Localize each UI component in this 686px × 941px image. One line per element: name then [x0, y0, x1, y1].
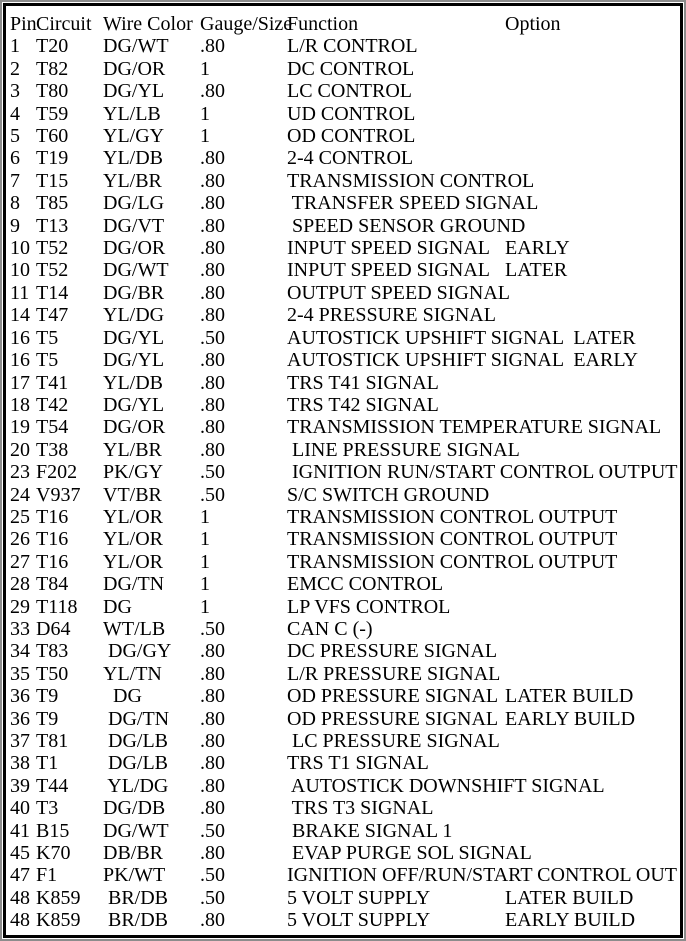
pin-cell: 48 — [10, 909, 30, 932]
function-cell: TRANSMISSION CONTROL — [287, 169, 535, 192]
wire-color-cell: PK/WT — [103, 864, 166, 887]
gauge-cell: .80 — [200, 909, 225, 932]
pin-cell: 27 — [10, 550, 30, 573]
option-cell — [505, 394, 645, 416]
function-cell: DC PRESSURE SIGNAL — [287, 640, 498, 663]
wire-color-cell: VT/BR — [103, 483, 162, 506]
gauge-cell: .80 — [200, 416, 225, 439]
wire-color-cell: DG/LB — [103, 752, 168, 775]
wire-color-cell: DG — [103, 685, 142, 708]
circuit-cell: T16 — [36, 550, 69, 573]
option-cell: LATER BUILD — [505, 886, 634, 909]
pin-cell: 39 — [10, 774, 30, 797]
wire-color-cell: DG/DB — [103, 797, 166, 820]
pin-cell: 18 — [10, 393, 30, 416]
option-cell — [505, 304, 645, 326]
wire-color-cell: YL/TN — [103, 662, 162, 685]
pin-cell: 37 — [10, 730, 30, 752]
circuit-cell: B15 — [36, 819, 70, 842]
option-cell: EARLY — [505, 237, 570, 260]
function-cell: LC PRESSURE SIGNAL — [287, 730, 500, 752]
option-cell — [505, 730, 645, 752]
column-header-gauge-size: Gauge/Size — [200, 13, 293, 35]
gauge-cell: .80 — [200, 438, 225, 461]
function-cell: LINE PRESSURE SIGNAL — [287, 438, 520, 461]
table-row — [10, 842, 645, 864]
option-cell — [505, 752, 645, 774]
pin-cell: 19 — [10, 416, 30, 439]
table-row — [10, 506, 645, 528]
function-cell: AUTOSTICK UPSHIFT SIGNAL EARLY — [287, 349, 638, 372]
option-cell: LATER BUILD — [505, 685, 634, 708]
wire-color-cell: DG/GY — [103, 640, 172, 663]
table-row — [10, 394, 645, 416]
function-cell: 5 VOLT SUPPLY — [287, 909, 431, 932]
circuit-cell: T84 — [36, 573, 69, 596]
gauge-cell: .50 — [200, 819, 225, 842]
function-cell: IGNITION OFF/RUN/START CONTROL OUT — [287, 864, 677, 887]
wire-color-cell: YL/GY — [103, 125, 165, 148]
pin-cell: 35 — [10, 662, 30, 685]
gauge-cell: 1 — [200, 57, 210, 80]
option-cell — [505, 80, 645, 102]
pin-cell: 38 — [10, 752, 30, 775]
circuit-cell: T14 — [36, 281, 69, 304]
wire-color-cell: DG/LG — [103, 192, 165, 215]
table-row — [10, 327, 645, 349]
table-row — [10, 80, 645, 102]
circuit-cell: T5 — [36, 349, 59, 372]
circuit-cell: T60 — [36, 125, 69, 148]
option-cell — [505, 372, 645, 394]
table-row — [10, 528, 645, 550]
function-cell: AUTOSTICK UPSHIFT SIGNAL LATER — [287, 326, 636, 349]
table-row — [10, 730, 645, 752]
option-cell — [505, 439, 645, 461]
pin-cell: 9 — [10, 214, 20, 237]
pin-cell: 10 — [10, 237, 30, 260]
function-cell: TRS T42 SIGNAL — [287, 393, 439, 416]
gauge-cell: .80 — [200, 393, 225, 416]
option-cell — [505, 147, 645, 169]
circuit-cell: T83 — [36, 640, 69, 663]
pin-cell: 33 — [10, 617, 30, 640]
circuit-cell: T52 — [36, 259, 69, 282]
pin-cell: 6 — [10, 147, 20, 170]
circuit-cell: T13 — [36, 214, 69, 237]
circuit-cell: T50 — [36, 662, 69, 685]
pin-cell: 28 — [10, 573, 30, 596]
option-cell — [505, 282, 645, 304]
circuit-cell: T59 — [36, 102, 69, 125]
wire-color-cell: DG/LB — [103, 730, 168, 752]
function-cell: 2-4 CONTROL — [287, 147, 414, 170]
function-cell: L/R CONTROL — [287, 35, 418, 58]
gauge-cell: .80 — [200, 662, 225, 685]
gauge-cell: .80 — [200, 797, 225, 820]
gauge-cell: 1 — [200, 550, 210, 573]
wire-color-cell: YL/LB — [103, 102, 161, 125]
pin-cell: 7 — [10, 169, 20, 192]
pin-cell: 34 — [10, 640, 30, 663]
table-row — [10, 708, 645, 730]
gauge-cell: .80 — [200, 304, 225, 327]
function-cell: EMCC CONTROL — [287, 573, 444, 596]
table-row — [10, 461, 645, 483]
circuit-cell: F202 — [36, 461, 78, 484]
table-row — [10, 147, 645, 169]
pin-cell: 48 — [10, 886, 30, 909]
circuit-cell: T15 — [36, 169, 69, 192]
circuit-cell: T82 — [36, 57, 69, 80]
function-cell: TRS T3 SIGNAL — [287, 797, 434, 820]
wire-color-cell: YL/DG — [103, 304, 165, 327]
table-row — [10, 618, 645, 640]
pin-cell: 47 — [10, 864, 30, 887]
gauge-cell: .50 — [200, 461, 225, 484]
circuit-cell: T3 — [36, 797, 59, 820]
gauge-cell: .80 — [200, 707, 225, 730]
function-cell: TRANSMISSION CONTROL OUTPUT — [287, 550, 618, 573]
pin-cell: 3 — [10, 80, 20, 103]
pin-cell: 14 — [10, 304, 30, 327]
function-cell: SPEED SENSOR GROUND — [287, 214, 526, 237]
table-row — [10, 640, 645, 662]
table-row — [10, 439, 645, 461]
function-cell: 2-4 PRESSURE SIGNAL — [287, 304, 496, 327]
wire-color-cell: DG/WT — [103, 35, 169, 58]
header-row — [10, 13, 645, 35]
option-cell — [505, 103, 645, 125]
function-cell: OD PRESSURE SIGNAL — [287, 707, 499, 730]
circuit-cell: T38 — [36, 438, 69, 461]
wire-color-cell: YL/OR — [103, 505, 163, 528]
option-cell: EARLY BUILD — [505, 909, 636, 932]
circuit-cell: D64 — [36, 617, 71, 640]
function-cell: TRANSMISSION TEMPERATURE SIGNAL — [287, 416, 662, 439]
circuit-cell: T47 — [36, 304, 69, 327]
gauge-cell: .80 — [200, 640, 225, 663]
table-row — [10, 775, 645, 797]
function-cell: DC CONTROL — [287, 57, 415, 80]
option-cell — [505, 663, 645, 685]
column-header-circuit: Circuit — [36, 13, 92, 35]
table-row — [10, 820, 645, 842]
function-cell: OD PRESSURE SIGNAL — [287, 685, 499, 708]
circuit-cell: K859 — [36, 909, 81, 932]
gauge-cell: .50 — [200, 864, 225, 887]
pin-cell: 45 — [10, 842, 30, 865]
table-row — [10, 752, 645, 774]
circuit-cell: T20 — [36, 35, 69, 58]
table-row — [10, 125, 645, 147]
gauge-cell: .80 — [200, 259, 225, 282]
table-row — [10, 259, 645, 281]
circuit-cell: T52 — [36, 237, 69, 260]
circuit-cell: T42 — [36, 393, 69, 416]
pin-cell: 40 — [10, 797, 30, 820]
pin-cell: 25 — [10, 505, 30, 528]
gauge-cell: .80 — [200, 730, 225, 752]
circuit-cell: T44 — [36, 774, 69, 797]
wire-color-cell: DG/OR — [103, 416, 166, 439]
function-cell: OD CONTROL — [287, 125, 416, 148]
wire-color-cell: BR/DB — [103, 909, 169, 932]
function-cell: S/C SWITCH GROUND — [287, 483, 490, 506]
table-row — [10, 304, 645, 326]
gauge-cell: .80 — [200, 842, 225, 865]
option-cell: EARLY BUILD — [505, 707, 636, 730]
pin-cell: 16 — [10, 326, 30, 349]
table-row — [10, 372, 645, 394]
circuit-cell: T81 — [36, 730, 69, 752]
circuit-cell: F1 — [36, 864, 58, 887]
function-cell: TRANSFER SPEED SIGNAL — [287, 192, 539, 215]
wire-color-cell: YL/DG — [103, 774, 169, 797]
option-cell — [505, 797, 645, 819]
circuit-cell: T19 — [36, 147, 69, 170]
circuit-cell: T41 — [36, 371, 69, 394]
table-row — [10, 282, 645, 304]
circuit-cell: K859 — [36, 886, 81, 909]
table-row — [10, 685, 645, 707]
circuit-cell: T9 — [36, 685, 59, 708]
wire-color-cell: DG/WT — [103, 819, 169, 842]
gauge-cell: 1 — [200, 505, 210, 528]
circuit-cell: T16 — [36, 505, 69, 528]
function-cell: EVAP PURGE SOL SIGNAL — [287, 842, 532, 865]
function-cell: L/R PRESSURE SIGNAL — [287, 662, 501, 685]
pin-cell: 20 — [10, 438, 30, 461]
circuit-cell: T1 — [36, 752, 59, 775]
option-cell — [505, 58, 645, 80]
wire-color-cell: YL/BR — [103, 169, 162, 192]
function-cell: BRAKE SIGNAL 1 — [287, 819, 453, 842]
circuit-cell: T54 — [36, 416, 69, 439]
gauge-cell: .80 — [200, 281, 225, 304]
function-cell: 5 VOLT SUPPLY — [287, 886, 431, 909]
function-cell: AUTOSTICK DOWNSHIFT SIGNAL — [287, 774, 605, 797]
gauge-cell: .50 — [200, 617, 225, 640]
gauge-cell: .80 — [200, 685, 225, 708]
function-cell: OUTPUT SPEED SIGNAL — [287, 281, 510, 304]
table-row — [10, 484, 645, 506]
wire-color-cell: DG/VT — [103, 214, 165, 237]
column-header-wire-color: Wire Color — [103, 13, 193, 35]
pin-cell: 17 — [10, 371, 30, 394]
pin-cell: 10 — [10, 259, 30, 282]
wire-color-cell: DG/TN — [103, 573, 165, 596]
pin-cell: 1 — [10, 35, 20, 58]
wire-color-cell: DG/YL — [103, 393, 165, 416]
pin-cell: 2 — [10, 57, 20, 80]
pin-cell: 36 — [10, 685, 30, 708]
option-cell — [505, 484, 645, 506]
pin-cell: 24 — [10, 483, 30, 506]
option-cell — [505, 215, 645, 237]
table-row — [10, 551, 645, 573]
wire-color-cell: YL/DB — [103, 371, 163, 394]
option-cell — [505, 618, 645, 640]
wire-color-cell: YL/OR — [103, 550, 163, 573]
table-row — [10, 887, 645, 909]
gauge-cell: .80 — [200, 752, 225, 775]
wire-color-cell: DB/BR — [103, 842, 164, 865]
circuit-cell: T5 — [36, 326, 59, 349]
circuit-cell: T9 — [36, 707, 59, 730]
wire-color-cell: DG/YL — [103, 326, 165, 349]
function-cell: IGNITION RUN/START CONTROL OUTPUT — [287, 461, 678, 484]
table-row — [10, 349, 645, 371]
gauge-cell: .80 — [200, 371, 225, 394]
table-row — [10, 797, 645, 819]
gauge-cell: .50 — [200, 326, 225, 349]
circuit-cell: V937 — [36, 483, 81, 506]
pin-cell: 26 — [10, 528, 30, 551]
pin-cell: 23 — [10, 461, 30, 484]
wire-color-cell: DG/WT — [103, 259, 169, 282]
wire-color-cell: PK/GY — [103, 461, 164, 484]
gauge-cell: .80 — [200, 214, 225, 237]
pin-cell: 36 — [10, 707, 30, 730]
function-cell: TRANSMISSION CONTROL OUTPUT — [287, 528, 618, 551]
gauge-cell: .80 — [200, 774, 225, 797]
pinout-table — [10, 13, 678, 932]
table-row — [10, 416, 645, 438]
table-row — [10, 596, 645, 618]
column-header-function: Function — [287, 13, 359, 35]
wire-color-cell: DG/TN — [103, 707, 170, 730]
table-row — [10, 35, 645, 57]
pin-cell: 5 — [10, 125, 20, 148]
circuit-cell: T118 — [36, 595, 78, 618]
circuit-cell: K70 — [36, 842, 71, 865]
wire-color-cell: DG — [103, 595, 132, 618]
pin-cell: 16 — [10, 349, 30, 372]
gauge-cell: .80 — [200, 169, 225, 192]
function-cell: TRS T1 SIGNAL — [287, 752, 429, 775]
gauge-cell: 1 — [200, 125, 210, 148]
wire-color-cell: DG/YL — [103, 349, 165, 372]
wire-color-cell: DG/OR — [103, 237, 166, 260]
gauge-cell: .80 — [200, 35, 225, 58]
table-row — [10, 573, 645, 595]
function-cell: LC CONTROL — [287, 80, 412, 103]
table-row — [10, 192, 645, 214]
option-cell: LATER — [505, 259, 568, 282]
function-cell: TRANSMISSION CONTROL OUTPUT — [287, 505, 618, 528]
wire-color-cell: DG/OR — [103, 57, 166, 80]
gauge-cell: .80 — [200, 237, 225, 260]
wire-color-cell: BR/DB — [103, 886, 169, 909]
wire-color-cell: YL/DB — [103, 147, 163, 170]
column-header-pin: Pin — [10, 13, 37, 35]
function-cell: INPUT SPEED SIGNAL — [287, 259, 490, 282]
option-cell — [505, 640, 645, 662]
gauge-cell: .50 — [200, 483, 225, 506]
table-row — [10, 215, 645, 237]
column-header-option: Option — [505, 13, 561, 35]
table-row — [10, 58, 645, 80]
wire-color-cell: DG/BR — [103, 281, 165, 304]
wire-color-cell: YL/BR — [103, 438, 162, 461]
gauge-cell: .80 — [200, 349, 225, 372]
table-row — [10, 864, 645, 886]
function-cell: CAN C (-) — [287, 617, 373, 640]
pinout-table-body — [10, 35, 678, 932]
gauge-cell: .80 — [200, 192, 225, 215]
pin-cell: 29 — [10, 595, 30, 618]
circuit-cell: T16 — [36, 528, 69, 551]
option-cell — [505, 125, 645, 147]
wire-color-cell: WT/LB — [103, 617, 166, 640]
table-row — [10, 103, 645, 125]
gauge-cell: .80 — [200, 80, 225, 103]
gauge-cell: .80 — [200, 147, 225, 170]
function-cell: TRS T41 SIGNAL — [287, 371, 439, 394]
table-row — [10, 663, 645, 685]
option-cell — [505, 573, 645, 595]
pin-cell: 4 — [10, 102, 20, 125]
pin-cell: 41 — [10, 819, 30, 842]
gauge-cell: 1 — [200, 102, 210, 125]
option-cell — [505, 820, 645, 842]
table-row — [10, 170, 645, 192]
pin-cell: 11 — [10, 281, 30, 304]
gauge-cell: .50 — [200, 886, 225, 909]
circuit-cell: T80 — [36, 80, 69, 103]
circuit-cell: T85 — [36, 192, 69, 215]
gauge-cell: 1 — [200, 595, 210, 618]
pin-cell: 8 — [10, 192, 20, 215]
option-cell — [505, 35, 645, 57]
function-cell: LP VFS CONTROL — [287, 595, 451, 618]
function-cell: UD CONTROL — [287, 102, 416, 125]
option-cell — [505, 596, 645, 618]
gauge-cell: 1 — [200, 528, 210, 551]
table-row — [10, 237, 645, 259]
table-row — [10, 909, 645, 931]
gauge-cell: 1 — [200, 573, 210, 596]
function-cell: INPUT SPEED SIGNAL — [287, 237, 490, 260]
wire-color-cell: DG/YL — [103, 80, 165, 103]
wire-color-cell: YL/OR — [103, 528, 163, 551]
